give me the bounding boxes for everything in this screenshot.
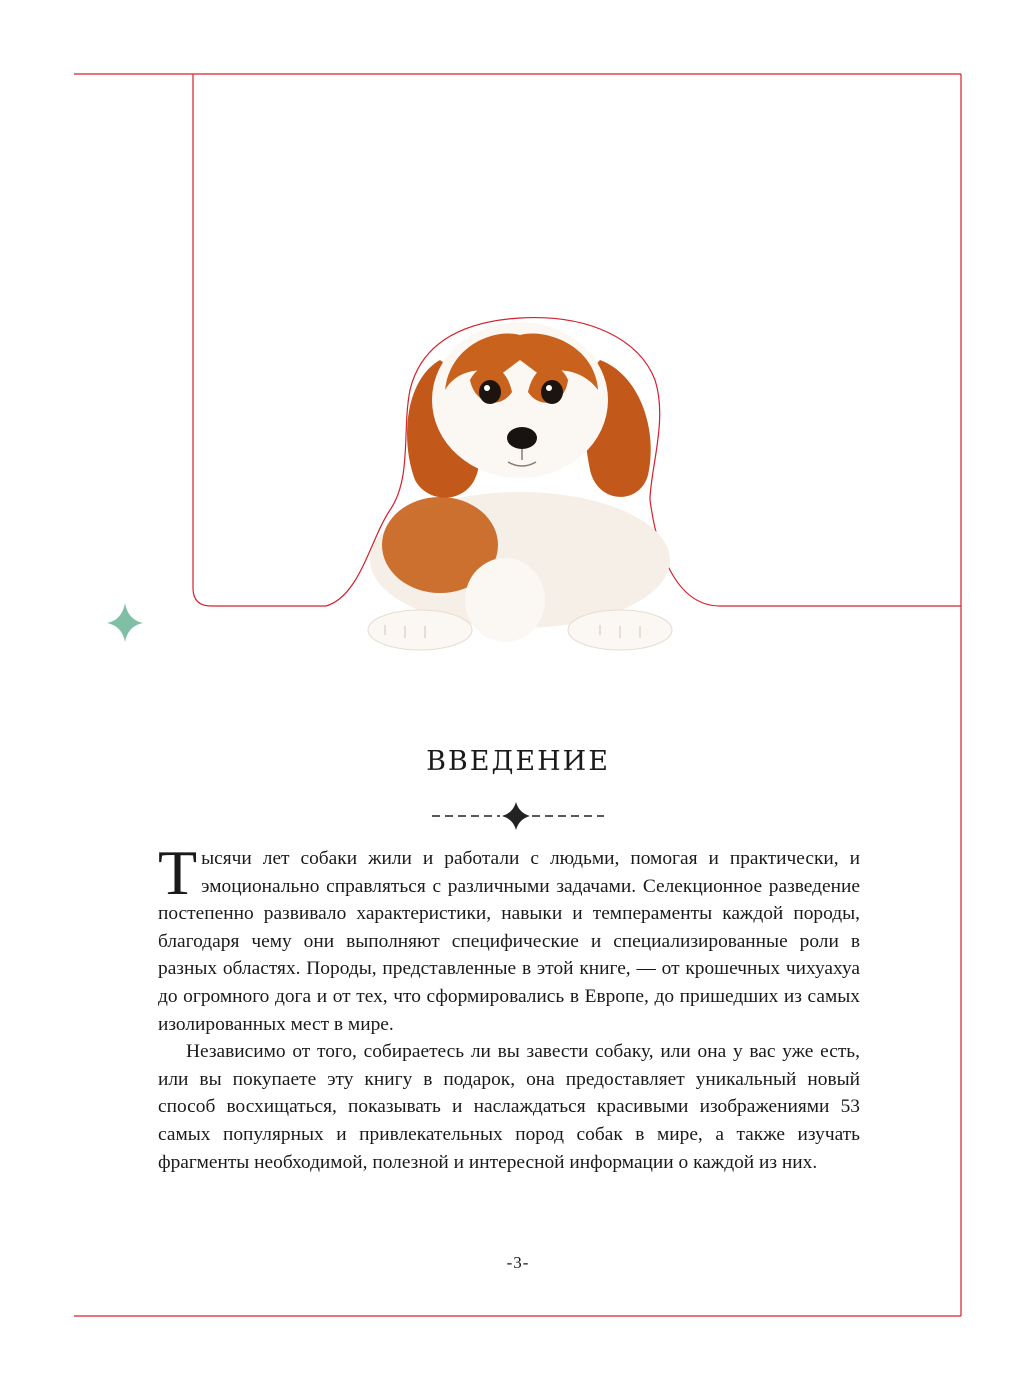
page-number: -3- xyxy=(506,1253,530,1272)
page-title: ВВЕДЕНИЕ xyxy=(426,746,610,778)
drop-cap: Т xyxy=(158,837,198,908)
puppy-illustration xyxy=(368,322,672,650)
paragraph-1 xyxy=(158,837,860,1038)
four-point-star-icon xyxy=(107,603,143,642)
intro-text xyxy=(158,837,860,1176)
diamond-divider-icon xyxy=(432,802,604,830)
paragraph-2: Независимо от того, собираетесь ли вы завести собаку, или она у вас уже есть, или вы покупаете эту книгу в подарок, она предоставляет уникальный новый способ восхищаться, показывать и наслаждаться красивыми изображениями 53 самых популярных и привлекательных пород собак в мире, а также изучать фрагменты необходимой, полезной и интересной информации о каждой из них. xyxy=(158,1041,860,1173)
paragraph-1-text: ысячи лет собаки жили и работали с людьми, помогая и практически, и эмоционально справляться с различными задачами. Селекционное разведение постепенно развивало характеристики, навыки и темпераменты каждой породы, благодаря чему они выполняют специфические и специализированные роли в разных областях. Породы, представленные в этой книге, — от крошечных чихуахуа до огромного дога и от тех, что сформировались в Европе, до пришедших из самых изолированных мест в мире. xyxy=(158,848,860,1035)
